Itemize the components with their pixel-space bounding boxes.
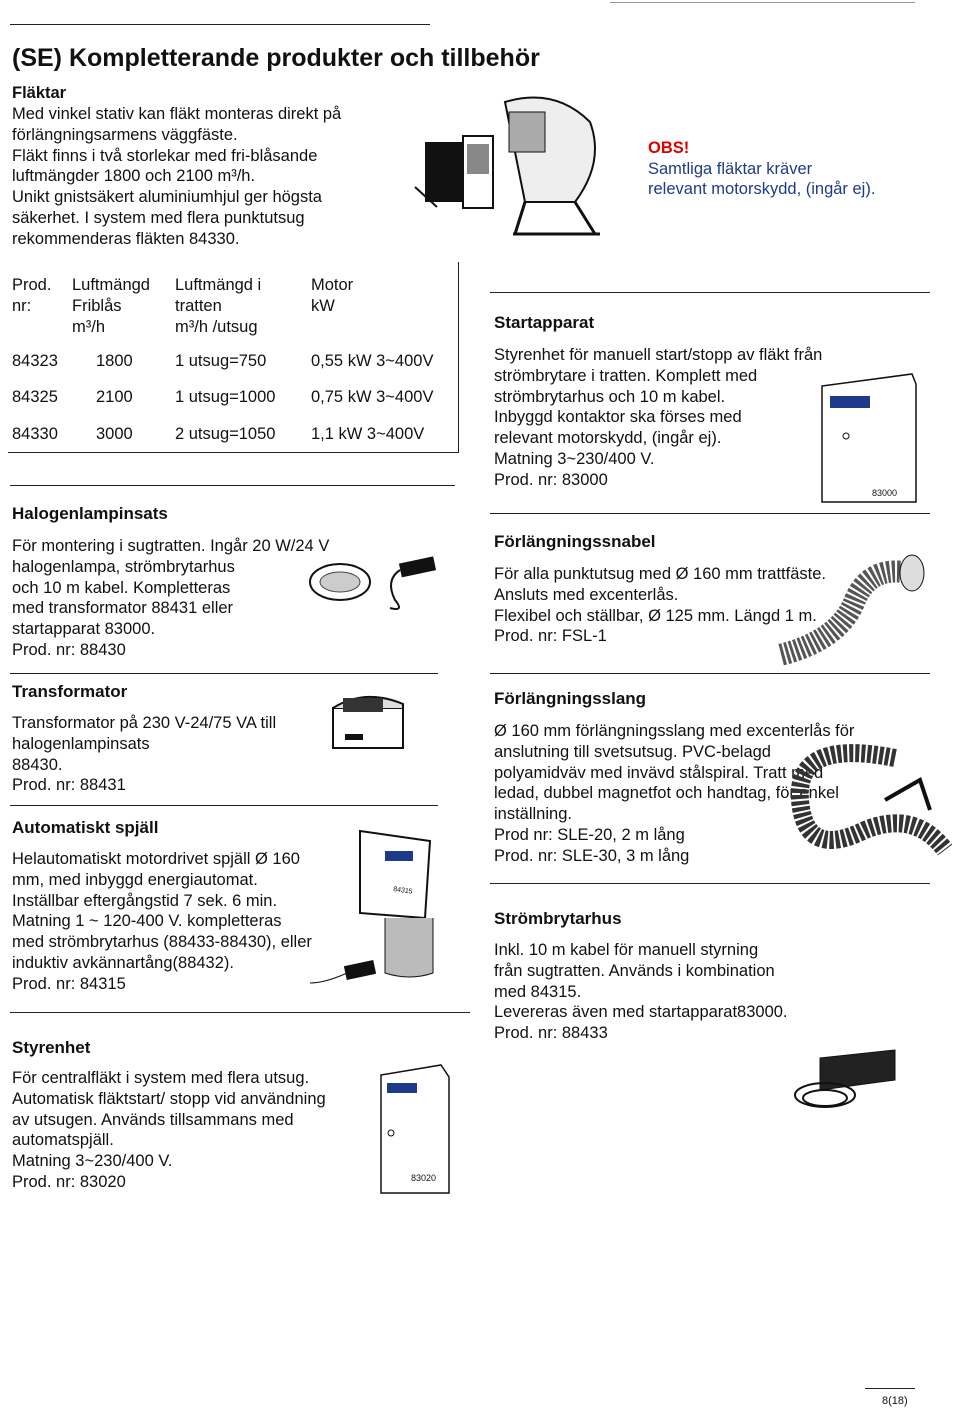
control-unit-label: 83020 — [411, 1173, 437, 1183]
section-divider — [490, 673, 930, 674]
fans-body: Med vinkel stativ kan fläkt monteras direkt på förlängningsarmens väggfäste. Fläkt finns i två storlekar med fri-blåsande luftmängder 1800 och 2100 m³/h. Unikt gnistsäkert aluminiumhjul ger högsta säkerhet. I system med flera punktutsug rekommenderas fläkten 84330. — [12, 105, 342, 248]
table-header-prodnr: Prod. nr: — [12, 276, 52, 315]
transformer-body: Transformator på 230 V-24/75 VA till halogenlampinsats 88430. Prod. nr: 88431 — [12, 714, 277, 795]
page-title: (SE) Kompletterande produkter och tillbehör — [12, 44, 540, 72]
table-cell: 1 utsug=1000 — [175, 388, 276, 406]
switch-box-heading: Strömbrytarhus — [494, 909, 622, 928]
section-divider — [10, 673, 438, 674]
footer-rule — [865, 1388, 915, 1389]
section-divider — [490, 292, 930, 293]
extension-hose-heading: Förlängningsslang — [494, 689, 647, 708]
extension-snout-heading: Förlängningssnabel — [494, 532, 656, 551]
section-divider — [10, 485, 455, 486]
damper-heading: Automatiskt spjäll — [12, 818, 159, 837]
table-header-motor: Motor kW — [311, 276, 354, 315]
transformer-illustration — [325, 686, 410, 752]
section-divider — [10, 805, 438, 806]
extension-snout-body: För alla punktutsug med Ø 160 mm trattfäste. Ansluts med excenterlås. Flexibel och ställbar, Ø 125 mm. Längd 1 m. Prod. nr: FSL-1 — [494, 565, 826, 646]
starter-label: 83000 — [872, 488, 898, 498]
table-border — [8, 262, 459, 453]
control-unit-body: För centralfläkt i system med flera utsug. Automatisk fläktstart/ stopp vid användning av utsugen. Används tillsammans med automatspjäll. Matning 3~230/400 V. Prod. nr: 83020 — [12, 1069, 326, 1191]
top-rule-left — [10, 24, 430, 25]
switch-box-illustration — [785, 1040, 905, 1120]
table-cell: 0,55 kW 3~400V — [311, 352, 434, 370]
starter-body: Styrenhet för manuell start/stopp av fläkt från strömbrytare i tratten. Komplett med strömbrytarhus och 10 m kabel. Inbyggd kontaktor ska förses med relevant motorskydd, (ingår ej). Matning 3~230/400 V. Prod. nr: 83000 — [494, 346, 823, 489]
table-cell: 1 utsug=750 — [175, 352, 267, 370]
fans-heading: Fläktar — [12, 84, 67, 102]
section-divider — [10, 1012, 470, 1013]
extension-hose-illustration — [755, 740, 955, 870]
table-cell: 2 utsug=1050 — [175, 425, 276, 443]
control-unit-illustration — [373, 1063, 453, 1198]
table-cell: 84323 — [12, 352, 58, 370]
halogen-heading: Halogenlampinsats — [12, 504, 168, 523]
fan-illustration — [405, 92, 620, 242]
table-cell: 84325 — [12, 388, 58, 406]
table-header-tratten: Luftmängd i tratten m³/h /utsug — [175, 276, 262, 336]
obs-text: Samtliga fläktar kräver relevant motorskydd, (ingår ej). — [648, 159, 876, 199]
table-cell: 3000 — [96, 425, 133, 443]
section-divider — [490, 513, 930, 514]
page-number: 8(18) — [882, 1395, 908, 1407]
starter-illustration — [820, 372, 920, 507]
switch-box-body: Inkl. 10 m kabel för manuell styrning från sugtratten. Används i kombination med 84315. Levereras även med startapparat83000. Prod. nr: 88433 — [494, 941, 788, 1043]
damper-body: Helautomatiskt motordrivet spjäll Ø 160 mm, med inbyggd energiautomat. Inställbar eftergångstid 7 sek. 6 min. Matning 1 ~ 120-400 V. kompletteras med strömbrytarhus (88433-88430), eller induktiv avkännartång(88432). Prod. nr: 84315 — [12, 850, 312, 993]
table-header-friblas: Luftmängd Friblås m³/h — [72, 276, 150, 336]
extension-hose-body: Ø 160 mm förlängningsslang med excenterlås för anslutning till svetsutsug. PVC-belagd polyamidväv med invävd stålspiral. Tratt med ledad, dubbel magnetfot och handtag, för enkel inställning. Prod nr: SLE-20, 2 m lång Prod. nr: SLE-30, 3 m lång — [494, 722, 855, 865]
damper-illustration — [305, 823, 445, 1008]
halogen-lamp-illustration — [305, 550, 445, 620]
starter-heading: Startapparat — [494, 313, 595, 332]
table-cell: 84330 — [12, 425, 58, 443]
damper-label: 84315 — [392, 886, 413, 896]
halogen-body: För montering i sugtratten. Ingår 20 W/24 V halogenlampa, strömbrytarhus och 10 m kabel. Kompletteras med transformator 88431 eller startapparat 83000. Prod. nr: 88430 — [12, 537, 330, 659]
top-rule-right — [610, 2, 915, 3]
extension-snout-illustration — [760, 545, 930, 675]
control-unit-heading: Styrenhet — [12, 1038, 91, 1057]
obs-note — [648, 117, 875, 200]
transformer-heading: Transformator — [12, 682, 128, 701]
obs-label: OBS! — [648, 138, 690, 157]
table-cell: 1,1 kW 3~400V — [311, 425, 425, 443]
table-cell: 0,75 kW 3~400V — [311, 388, 434, 406]
table-cell: 2100 — [96, 388, 133, 406]
table-cell: 1800 — [96, 352, 133, 370]
section-divider — [490, 883, 930, 884]
